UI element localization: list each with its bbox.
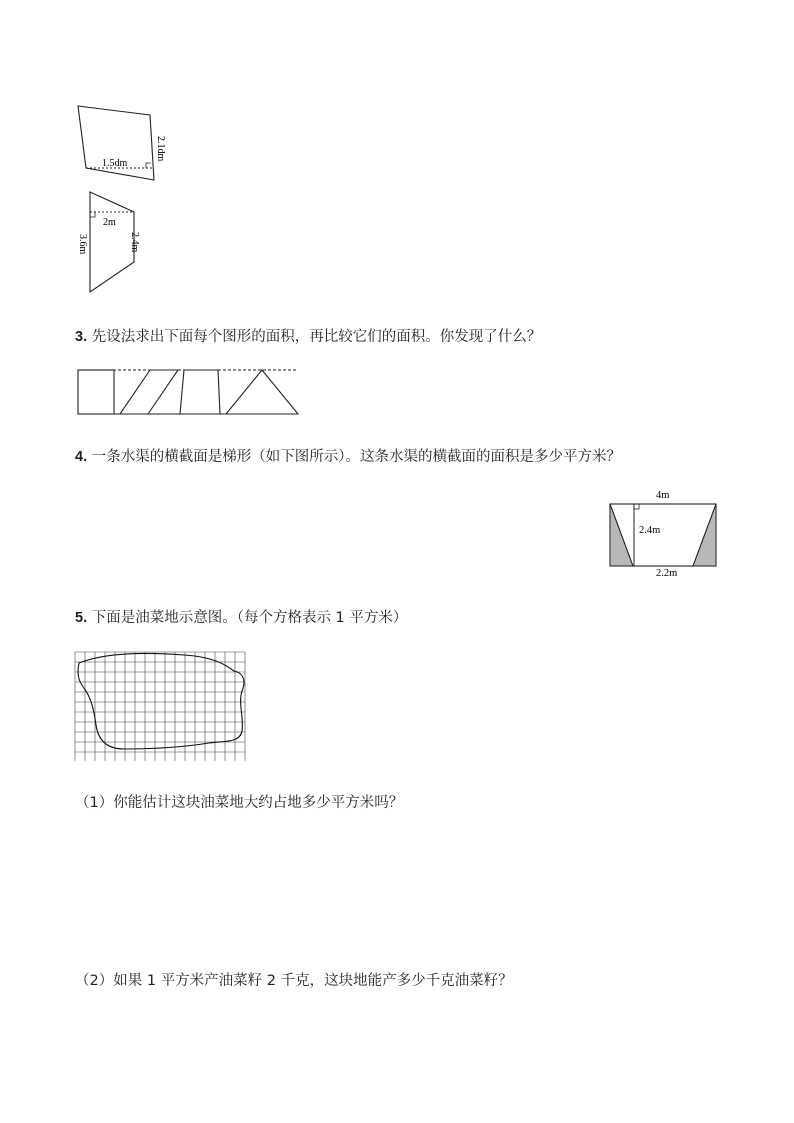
question-3 xyxy=(75,325,541,346)
grid-lines xyxy=(75,652,245,761)
trapezoid-shape xyxy=(180,370,220,414)
question-text: 先设法求出下面每个图形的面积，再比较它们的面积。你发现了什么？ xyxy=(91,329,542,345)
rapeseed-field-grid-figure xyxy=(74,651,248,761)
right-side-label: 2.4m xyxy=(129,232,140,253)
question-5-sub-1: （1）你能估计这块油菜地大约占地多少平方米吗？ xyxy=(75,795,404,811)
square-shape xyxy=(78,370,114,414)
question-text: 下面是油菜地示意图。（每个方格表示 1 平方米） xyxy=(91,610,408,626)
question-number: 5. xyxy=(75,610,88,626)
height-label: 2.4m xyxy=(639,525,661,536)
equal-height-shapes-figure xyxy=(70,362,310,420)
question-4 xyxy=(75,445,621,466)
question-number: 4. xyxy=(75,449,88,465)
base-label: 1.5dm xyxy=(102,158,128,169)
question-text: 一条水渠的横截面是梯形（如下图所示）。这条水渠的横截面的面积是多少平方米？ xyxy=(91,449,621,465)
question-5 xyxy=(75,606,407,627)
question-number: 3. xyxy=(75,329,88,345)
right-angle-mark xyxy=(90,212,95,217)
height-label: 2.1dm xyxy=(155,136,166,162)
trapezoid-figure xyxy=(70,186,160,298)
trapezoid-shape xyxy=(90,192,134,292)
parallelogram-shape xyxy=(120,370,178,414)
triangle-shape xyxy=(226,370,298,414)
parallelogram-figure xyxy=(70,98,180,188)
right-angle-mark xyxy=(634,504,639,509)
top-width-label: 2m xyxy=(103,217,116,228)
canal-cross-section-figure xyxy=(606,486,726,578)
field-outline xyxy=(78,654,244,749)
question-5-sub-2: （2）如果 1 平方米产油菜籽 2 千克，这块地能产多少千克油菜籽？ xyxy=(75,973,513,989)
right-angle-mark xyxy=(146,163,151,168)
top-width-label: 4m xyxy=(656,490,670,501)
bottom-width-label: 2.2m xyxy=(656,568,678,578)
left-side-label: 3.6m xyxy=(77,234,88,255)
